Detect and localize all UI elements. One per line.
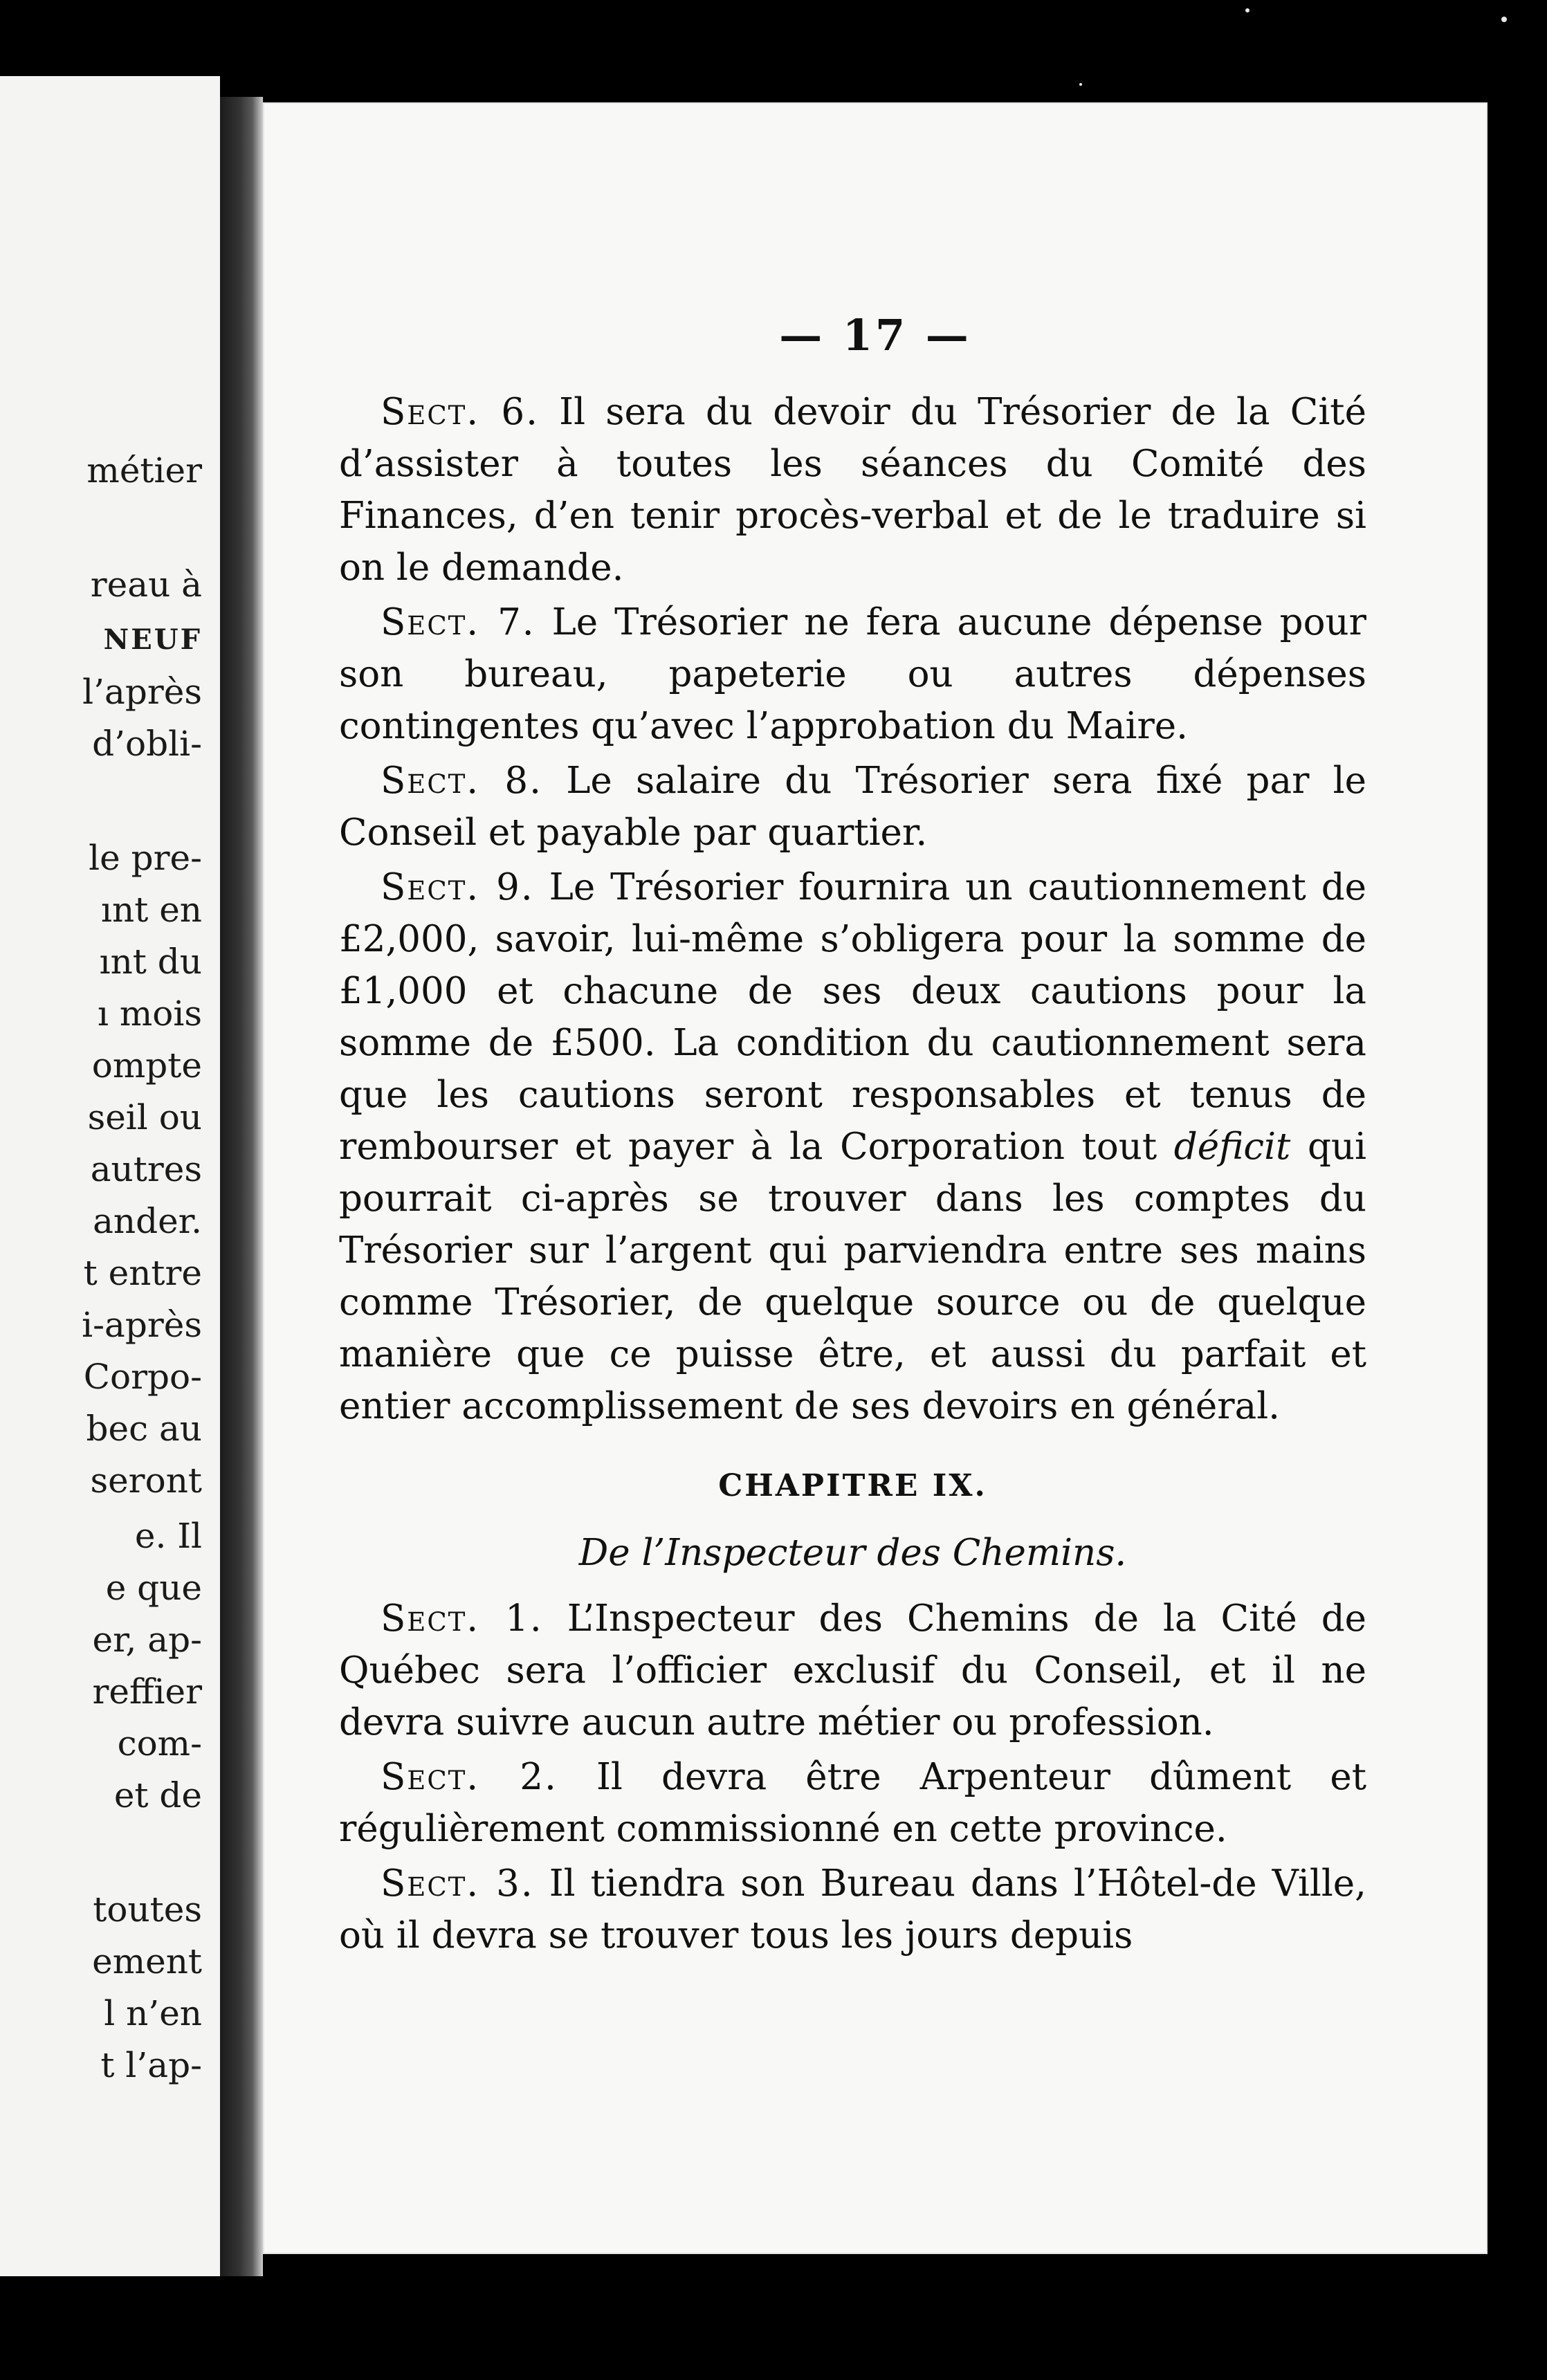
page — [263, 102, 1488, 2254]
section-paragraph — [339, 755, 1366, 859]
left-line: ınt en — [101, 890, 202, 930]
left-line: ander. — [93, 1201, 202, 1241]
section-text: L’Inspecteur des Chemins de la Cité de Québec sera l’officier exclusif du Conseil, et il ne devra suivre aucun autre métier ou profession. — [339, 1598, 1366, 1743]
left-line: toutes — [93, 1889, 202, 1930]
left-line: métier — [86, 450, 202, 491]
section-text: Le Trésorier ne fera aucune dépense pour son bureau, papeterie ou autres dépenses contingentes qu’avec l’approbation du Maire. — [339, 601, 1366, 747]
section-text-italic: déficit — [1173, 1126, 1291, 1168]
left-line: Corpo- — [83, 1357, 202, 1397]
page-body — [339, 386, 1366, 1964]
left-line: et de — [113, 1775, 202, 1815]
left-line: reau à — [90, 565, 202, 605]
section-label: Sect. 2. — [381, 1756, 558, 1798]
scan-speck — [1245, 8, 1250, 12]
book-gutter — [220, 97, 263, 2276]
left-line: i-après — [82, 1305, 202, 1345]
section-text: qui pourrait ci-après se trouver dans les comptes du Trésorier sur l’argent qui parviendra entre ses mains comme Trésorier, de quelque source ou de quelque manière que ce puisse être, et aussi du parfait et entier accomplissement de ses devoirs en général. — [339, 1126, 1366, 1427]
section-label: Sect. 9. — [381, 866, 534, 908]
left-line: e. Il — [134, 1516, 202, 1556]
section-paragraph — [339, 1858, 1366, 1961]
left-line: t entre — [83, 1253, 202, 1293]
left-line: e que — [105, 1568, 202, 1608]
previous-page-fragment — [0, 76, 220, 2276]
left-line: ı mois — [97, 994, 202, 1034]
scan-speck — [1501, 17, 1507, 22]
left-line: ınt du — [99, 942, 202, 982]
section-text: Le salaire du Trésorier sera fixé par le Conseil et payable par quartier. — [339, 760, 1366, 854]
section-text: Le Trésorier fournira un cautionnement de £2,000, savoir, lui-même s’obligera pour la somme de £1,000 et chacune de ses deux cautions pour la somme de £500. La condition du cautionnement sera que les cautions seront responsables et tenus de rembourser et payer à la Corporation tout — [339, 866, 1366, 1168]
section-label: Sect. 8. — [381, 760, 542, 802]
left-line: l’après — [82, 672, 202, 712]
left-line: l n’en — [104, 1993, 202, 2033]
left-line: le pre- — [89, 838, 202, 878]
left-line: t l’ap- — [100, 2045, 202, 2085]
section-label: Sect. 1. — [381, 1598, 543, 1640]
section-paragraph — [339, 596, 1366, 752]
left-line: seil ou — [87, 1097, 202, 1137]
left-line: com- — [117, 1723, 202, 1764]
chapter-heading: CHAPITRE IX. — [718, 1468, 987, 1503]
left-line: er, ap- — [92, 1620, 202, 1660]
section-paragraph — [339, 386, 1366, 594]
section-label: Sect. 7. — [381, 601, 536, 643]
section-paragraph — [339, 1751, 1366, 1855]
left-line: seront — [90, 1461, 202, 1501]
section-label: Sect. 6. — [381, 391, 539, 433]
chapter-subtitle: De l’Inspecteur des Chemins. — [578, 1532, 1127, 1574]
scan-speck — [1079, 83, 1082, 86]
section-paragraph — [339, 1593, 1366, 1748]
section-text: Il sera du devoir du Trésorier de la Cité d’assister à toutes les séances du Comité des Finances, d’en tenir procès-verbal et de le traduire si on le demande. — [339, 391, 1366, 589]
left-line: NEUF — [103, 623, 202, 656]
section-text: Il tiendra son Bureau dans l’Hôtel-de Ville, où il devra se trouver tous les jours depuis — [339, 1862, 1366, 1957]
left-line: bec au — [86, 1409, 202, 1449]
page-number: — 17 — — [779, 310, 971, 360]
left-line: autres — [90, 1149, 202, 1189]
section-text: Il devra être Arpenteur dûment et régulièrement commissionné en cette province. — [339, 1756, 1367, 1850]
left-line: ompte — [91, 1045, 202, 1086]
left-line: reffier — [92, 1672, 202, 1712]
section-paragraph — [339, 861, 1366, 1432]
left-line: d’obli- — [92, 724, 202, 764]
left-line: ement — [92, 1941, 202, 1981]
section-label: Sect. 3. — [381, 1862, 534, 1905]
